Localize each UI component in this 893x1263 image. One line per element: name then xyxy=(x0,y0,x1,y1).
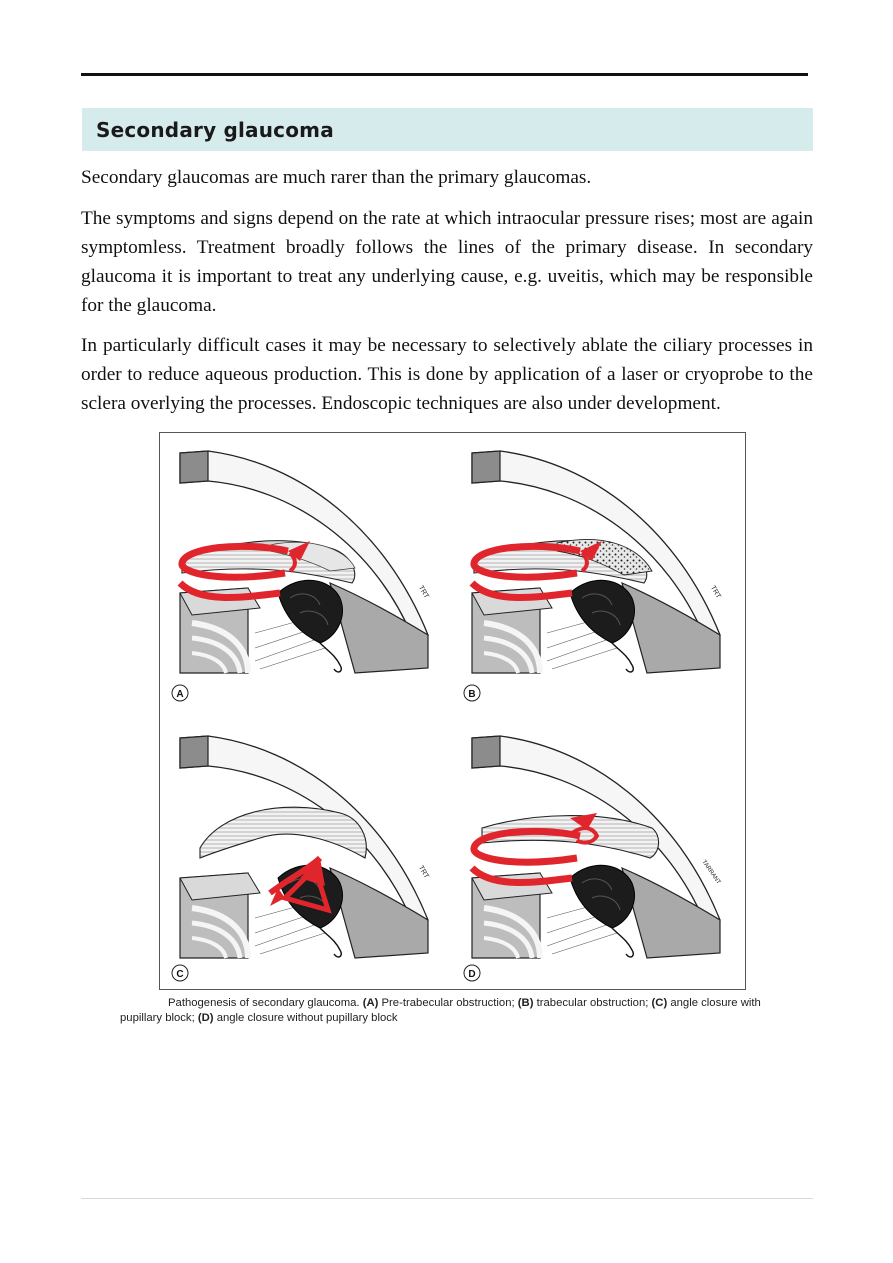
caption-label-a: (A) xyxy=(362,997,379,1009)
figure-caption xyxy=(120,996,780,1026)
caption-lead: Pathogenesis of secondary glaucoma. xyxy=(168,997,360,1009)
panel-c-signature: TRT xyxy=(416,864,430,880)
panel-b xyxy=(472,451,720,673)
top-rule xyxy=(81,73,808,76)
panel-c xyxy=(180,736,428,958)
figure-frame xyxy=(159,432,746,990)
paragraph-symptoms: The symptoms and signs depend on the rate at which intraocular pressure rises; most are again symptomless. Treatment broadly follows the lines of the primary disease. In secondary glaucoma it is important to treat any underlying cause, e.g. uveitis, which may be responsible for the glaucoma. xyxy=(81,208,813,316)
caption-text-b: trabecular obstruction; xyxy=(533,997,649,1009)
panel-d-signature: TARRANT xyxy=(700,859,722,886)
section-title: Secondary glaucoma xyxy=(96,118,334,142)
panel-a xyxy=(180,451,428,673)
panel-d xyxy=(472,736,720,958)
panel-d-letter: D xyxy=(468,969,476,980)
caption-label-d: (D) xyxy=(197,1012,214,1024)
caption-text-d: angle closure without pupillary block xyxy=(213,1012,398,1024)
paragraph-treatment: In particularly difficult cases it may be necessary to selectively ablate the ciliary processes in order to reduce aqueous production. This is done by application of a laser or cryoprobe to the sclera overlying the processes. Endoscopic techniques are also under development. xyxy=(81,335,813,414)
panel-a-letter: A xyxy=(176,689,184,700)
section-heading-box xyxy=(82,108,813,151)
panel-b-letter: B xyxy=(468,689,476,700)
bottom-rule xyxy=(81,1198,813,1199)
panel-b-signature: TRT xyxy=(708,584,722,600)
caption-label-c: (C) xyxy=(651,997,668,1009)
caption-label-b: (B) xyxy=(517,997,534,1009)
panel-c-letter: C xyxy=(176,969,184,980)
caption-text-c: angle closure with pupillary block; xyxy=(120,997,761,1024)
paragraph-intro: Secondary glaucomas are much rarer than the primary glaucomas. xyxy=(81,167,592,188)
glaucoma-illustration xyxy=(160,433,745,989)
panel-a-signature: TRT xyxy=(416,584,430,600)
caption-text-a: Pre-trabecular obstruction; xyxy=(378,997,515,1009)
